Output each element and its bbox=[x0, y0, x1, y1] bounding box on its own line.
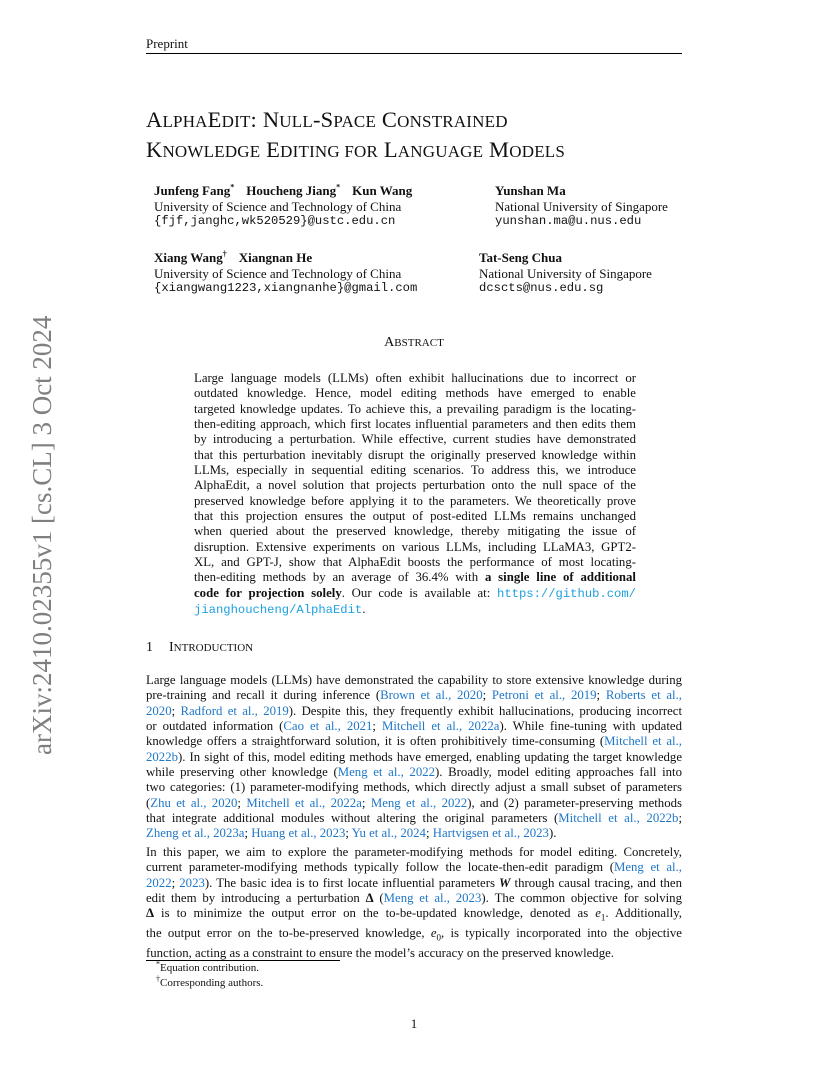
citation-link[interactable]: Mitchell et al., bbox=[604, 734, 682, 749]
abstract-line: targeted knowledge updates. To achieve this, a prevailing paradigm is the locating- bbox=[194, 401, 636, 416]
running-header: Preprint bbox=[146, 36, 188, 51]
paragraph-line bbox=[146, 826, 682, 841]
abstract-line: XL, and GPT-J, show that AlphaEdit boosts the performance of most locating- bbox=[194, 555, 636, 570]
arxiv-stamp-text: arXiv:2410.02355v1 [cs.CL] 3 Oct 2024 bbox=[27, 315, 57, 755]
title-frag: LPHA bbox=[162, 112, 208, 131]
abstract-text: . bbox=[362, 602, 366, 617]
title-frag: K bbox=[146, 137, 163, 162]
title-frag: M bbox=[483, 137, 510, 162]
citation-link[interactable]: Meng et al., 2022 bbox=[337, 765, 436, 780]
paragraph-line bbox=[146, 860, 682, 875]
footnote-mark: * bbox=[156, 959, 160, 969]
paragraph-line bbox=[146, 704, 682, 719]
text-run: ( bbox=[373, 891, 384, 906]
text-run: Large language models (LLMs) have demonstrated the capability to store extensive knowledge during bbox=[146, 673, 682, 687]
text-run: ). In sight of this, model editing methods have emerged, enabling updating the target knowledge bbox=[178, 749, 682, 764]
abstract-line: preserved knowledge before applying it to the parameters. We theoretically prove bbox=[194, 493, 636, 508]
citation-link[interactable]: Huang et al., 2023 bbox=[251, 826, 346, 841]
author-block-nus-1 bbox=[495, 183, 668, 230]
paragraph-line bbox=[146, 811, 682, 826]
abstract-body bbox=[194, 371, 636, 619]
section-number: 1 bbox=[146, 640, 153, 655]
title-frag: ODELS bbox=[509, 142, 566, 161]
title-frag: E bbox=[207, 107, 222, 132]
text-run: knowledge offers a straightforward solution, it is often prohibitively time-consuming ( bbox=[146, 734, 605, 749]
title-frag: PACE bbox=[333, 112, 377, 131]
text-run: through causal tracing, and then bbox=[510, 875, 682, 890]
author-name: Tat-Seng Chua bbox=[479, 250, 562, 265]
paragraph-line bbox=[146, 780, 682, 795]
citation-link[interactable]: Mitchell et al., 2022a bbox=[381, 719, 500, 734]
text-run: ; bbox=[425, 826, 433, 841]
author-name: Houcheng Jiang bbox=[246, 183, 337, 198]
text-run: ; bbox=[237, 795, 247, 810]
abstract-line: outdated knowledge. Hence, model editing methods have emerged to enable bbox=[194, 386, 636, 401]
text-run: pre-training and recall it during inference ( bbox=[146, 688, 381, 703]
paragraph-line bbox=[146, 891, 682, 906]
arxiv-stamp bbox=[22, 300, 62, 755]
author-email: {fjf,janghc,wk520529}@ustc.edu.cn bbox=[154, 214, 396, 229]
author-affiliation: University of Science and Technology of China bbox=[154, 198, 402, 214]
citation-link[interactable]: 2022b bbox=[146, 749, 178, 764]
abstract-line: then-editing approach, which first locates influential parameters and then edits them bbox=[194, 417, 636, 432]
intro-paragraph-2 bbox=[146, 845, 682, 962]
author-email: yunshan.ma@u.nus.edu bbox=[495, 214, 642, 229]
citation-link[interactable]: Hartvigsen et al., 2023 bbox=[432, 826, 549, 841]
text-run: is to minimize the output error on the to-be-updated knowledge, denoted as bbox=[154, 906, 596, 921]
title-line-2 bbox=[146, 136, 706, 166]
intro-paragraph-1 bbox=[146, 673, 682, 842]
abstract-line: that this perturbation inevitably disrupt the originally preserved knowledge within bbox=[194, 447, 636, 462]
author-affiliation: National University of Singapore bbox=[495, 198, 668, 214]
text-run: two categories: (1) parameter-modifying methods, which directly adjust a small subset of parameters bbox=[146, 780, 682, 795]
corresponding-author-mark: † bbox=[222, 249, 227, 259]
text-run: the output error on the to-be-preserved knowledge, bbox=[146, 926, 431, 941]
text-run: ). Broadly, model editing approaches fall into bbox=[435, 765, 682, 780]
citation-link[interactable]: Cao et al., 2021 bbox=[283, 719, 373, 734]
title-line-1 bbox=[146, 106, 706, 136]
paragraph-line bbox=[146, 765, 682, 780]
citation-link[interactable]: Roberts et al., bbox=[605, 688, 682, 703]
text-run: ; bbox=[678, 811, 682, 826]
text-run: function, acting as a constraint to ensure the model’s accuracy on the preserved knowledge. bbox=[146, 946, 614, 961]
title-frag: L bbox=[378, 137, 398, 162]
author-names bbox=[495, 183, 668, 199]
citation-link[interactable]: Zhu et al., 2020 bbox=[150, 795, 238, 810]
footnote-equal-contribution bbox=[156, 959, 259, 974]
text-run: ; bbox=[596, 688, 606, 703]
title-frag: : N bbox=[250, 107, 280, 132]
equal-contribution-mark: * bbox=[230, 182, 235, 192]
text-run: ), and (2) parameter-preserving methods bbox=[467, 795, 682, 810]
footnote-corresponding bbox=[156, 974, 264, 989]
title-frag: ULL bbox=[279, 112, 313, 131]
author-name: Junfeng Fang bbox=[154, 183, 231, 198]
math-symbol: e bbox=[595, 906, 601, 921]
abstract-line: AlphaEdit, a novel solution that projects perturbation onto the null space of the bbox=[194, 478, 636, 493]
paragraph-line bbox=[146, 906, 682, 926]
code-repo-link[interactable]: https://github.com/ bbox=[497, 586, 636, 601]
math-symbol: Δ bbox=[146, 906, 155, 921]
text-run: ; bbox=[361, 795, 371, 810]
author-name: Yunshan Ma bbox=[495, 183, 566, 198]
text-run: , is typically incorporated into the objective bbox=[441, 926, 682, 941]
author-names bbox=[479, 250, 652, 266]
paragraph-line bbox=[146, 796, 682, 811]
citation-link[interactable]: Meng et al., bbox=[613, 860, 682, 875]
abstract-heading bbox=[146, 335, 682, 351]
abstract-line: Large language models (LLMs) often exhibit hallucinations due to incorrect or bbox=[194, 371, 636, 385]
author-block-ustc-1 bbox=[154, 183, 412, 230]
title-frag: DITING FOR bbox=[280, 142, 378, 161]
header-rule bbox=[146, 53, 682, 54]
abstract-line: LLMs, especially in sequential editing scenarios. To address this, we introduce bbox=[194, 463, 636, 478]
author-affiliation: National University of Singapore bbox=[479, 265, 652, 281]
citation-link[interactable]: Mitchell et al., 2022a bbox=[246, 795, 362, 810]
math-symbol: Δ bbox=[365, 891, 374, 906]
author-block-nus-2 bbox=[479, 250, 652, 297]
math-symbol: W bbox=[499, 875, 511, 890]
title-frag: -S bbox=[312, 107, 334, 132]
heading-frag: I bbox=[169, 640, 174, 655]
title-frag: ONSTRAINED bbox=[397, 112, 508, 131]
footnote-text: Corresponding authors. bbox=[160, 977, 264, 989]
citation-link[interactable]: Mitchell et al., 2022b bbox=[558, 811, 679, 826]
text-run: ; bbox=[171, 703, 181, 718]
abstract-line: that this projection ensures the output of post-edited LLMs remains unchanged bbox=[194, 509, 636, 524]
author-affiliation: University of Science and Technology of China bbox=[154, 265, 402, 281]
text-run: ; bbox=[244, 826, 252, 841]
heading-frag: BSTRACT bbox=[394, 337, 444, 349]
author-names bbox=[154, 183, 412, 199]
text-run: ). The basic idea is to first locate influential parameters bbox=[204, 875, 500, 890]
text-run: while preserving other knowledge ( bbox=[146, 765, 338, 780]
author-email: dcscts@nus.edu.sg bbox=[479, 281, 604, 296]
text-run: ). The common objective for solving bbox=[481, 891, 682, 906]
text-run: ; bbox=[345, 826, 352, 841]
title-frag: ANGUAGE bbox=[397, 142, 484, 161]
abstract-line: when queried about the preserved knowledge, thereby mitigating the issue of bbox=[194, 524, 636, 539]
citation-link[interactable]: Meng et al., 2022 bbox=[370, 795, 468, 810]
math-subscript: 0 bbox=[436, 932, 442, 943]
math-symbol: e bbox=[430, 926, 437, 941]
heading-frag: A bbox=[384, 335, 395, 350]
paragraph-line bbox=[146, 876, 682, 891]
footnote-rule bbox=[146, 960, 340, 961]
citation-link[interactable]: Brown et al., 2020 bbox=[380, 688, 483, 703]
paragraph-line bbox=[146, 734, 682, 749]
paragraph-line bbox=[146, 926, 682, 946]
abstract-line bbox=[194, 586, 636, 602]
text-run: ). bbox=[548, 826, 557, 841]
paragraph-line bbox=[146, 719, 682, 734]
math-subscript: 1 bbox=[600, 912, 606, 923]
citation-link[interactable]: Petroni et al., 2019 bbox=[491, 688, 597, 703]
abstract-bold-text: code for projection solely bbox=[194, 585, 342, 600]
title-frag: DIT bbox=[221, 112, 251, 131]
heading-frag: NTRODUCTION bbox=[173, 642, 254, 654]
author-names bbox=[154, 250, 417, 266]
paragraph-line bbox=[146, 750, 682, 765]
text-run: edit them by introducing a perturbation bbox=[146, 891, 366, 906]
equal-contribution-mark: * bbox=[336, 182, 341, 192]
author-name: Kun Wang bbox=[352, 183, 413, 198]
author-block-ustc-2 bbox=[154, 250, 417, 297]
footnote-mark: † bbox=[156, 974, 160, 984]
code-repo-link[interactable]: jianghoucheng/AlphaEdit bbox=[194, 603, 363, 618]
text-run: ; bbox=[482, 688, 492, 703]
text-run: . Additionally, bbox=[605, 906, 682, 921]
text-run: ; bbox=[171, 875, 180, 890]
abstract-line: disruption. Extensive experiments on various LLMs, including LLaMA3, GPT2- bbox=[194, 539, 636, 554]
citation-link[interactable]: 2020 bbox=[146, 703, 172, 718]
citation-link[interactable]: 2022 bbox=[146, 875, 172, 890]
title-frag: C bbox=[376, 107, 398, 132]
title-frag: A bbox=[146, 107, 163, 132]
citation-link[interactable]: Meng et al., 2023 bbox=[383, 891, 482, 906]
abstract-line bbox=[194, 602, 636, 618]
author-email: {xiangwang1223,xiangnanhe}@gmail.com bbox=[154, 281, 418, 296]
paragraph-line bbox=[146, 688, 682, 703]
author-name: Xiangnan He bbox=[238, 250, 313, 265]
text-run: In this paper, we aim to explore the parameter-modifying methods for model editing. Concretely, bbox=[146, 845, 682, 859]
paragraph-line bbox=[146, 673, 682, 688]
citation-link[interactable]: Zheng et al., 2023a bbox=[146, 826, 245, 841]
citation-link[interactable]: Radford et al., 2019 bbox=[180, 703, 289, 718]
text-run: ). Despite this, they frequently exhibit hallucinations, producing incorrect bbox=[288, 703, 683, 718]
text-run: or outdated information ( bbox=[146, 719, 284, 734]
footnote-text: Equation contribution. bbox=[160, 962, 259, 974]
author-name: Xiang Wang bbox=[154, 250, 223, 265]
text-run: current parameter-modifying methods typically follow the locate-then-edit paradigm ( bbox=[146, 860, 614, 875]
abstract-text: then-editing methods by an average of 36.4% with bbox=[194, 570, 485, 585]
paragraph-line bbox=[146, 845, 682, 860]
text-run: ( bbox=[146, 795, 151, 810]
title-frag: E bbox=[260, 137, 281, 162]
abstract-line: by introducing a perturbation. While effective, current studies have demonstrated bbox=[194, 432, 636, 447]
page-number: 1 bbox=[410, 1016, 418, 1031]
section-heading-introduction bbox=[146, 640, 253, 656]
abstract-bold-text: a single line of additional bbox=[484, 570, 636, 585]
citation-link[interactable]: 2023 bbox=[179, 875, 205, 890]
abstract-line bbox=[194, 570, 636, 585]
paper-title bbox=[146, 106, 706, 166]
text-run: that integrate additional modules without altering the original parameters ( bbox=[146, 811, 559, 826]
text-run: ). While fine-tuning with updated bbox=[499, 719, 682, 734]
abstract-text: . Our code is available at: bbox=[341, 585, 498, 600]
text-run: ; bbox=[372, 719, 382, 734]
title-frag: NOWLEDGE bbox=[162, 142, 261, 161]
citation-link[interactable]: Yu et al., 2024 bbox=[351, 826, 426, 841]
